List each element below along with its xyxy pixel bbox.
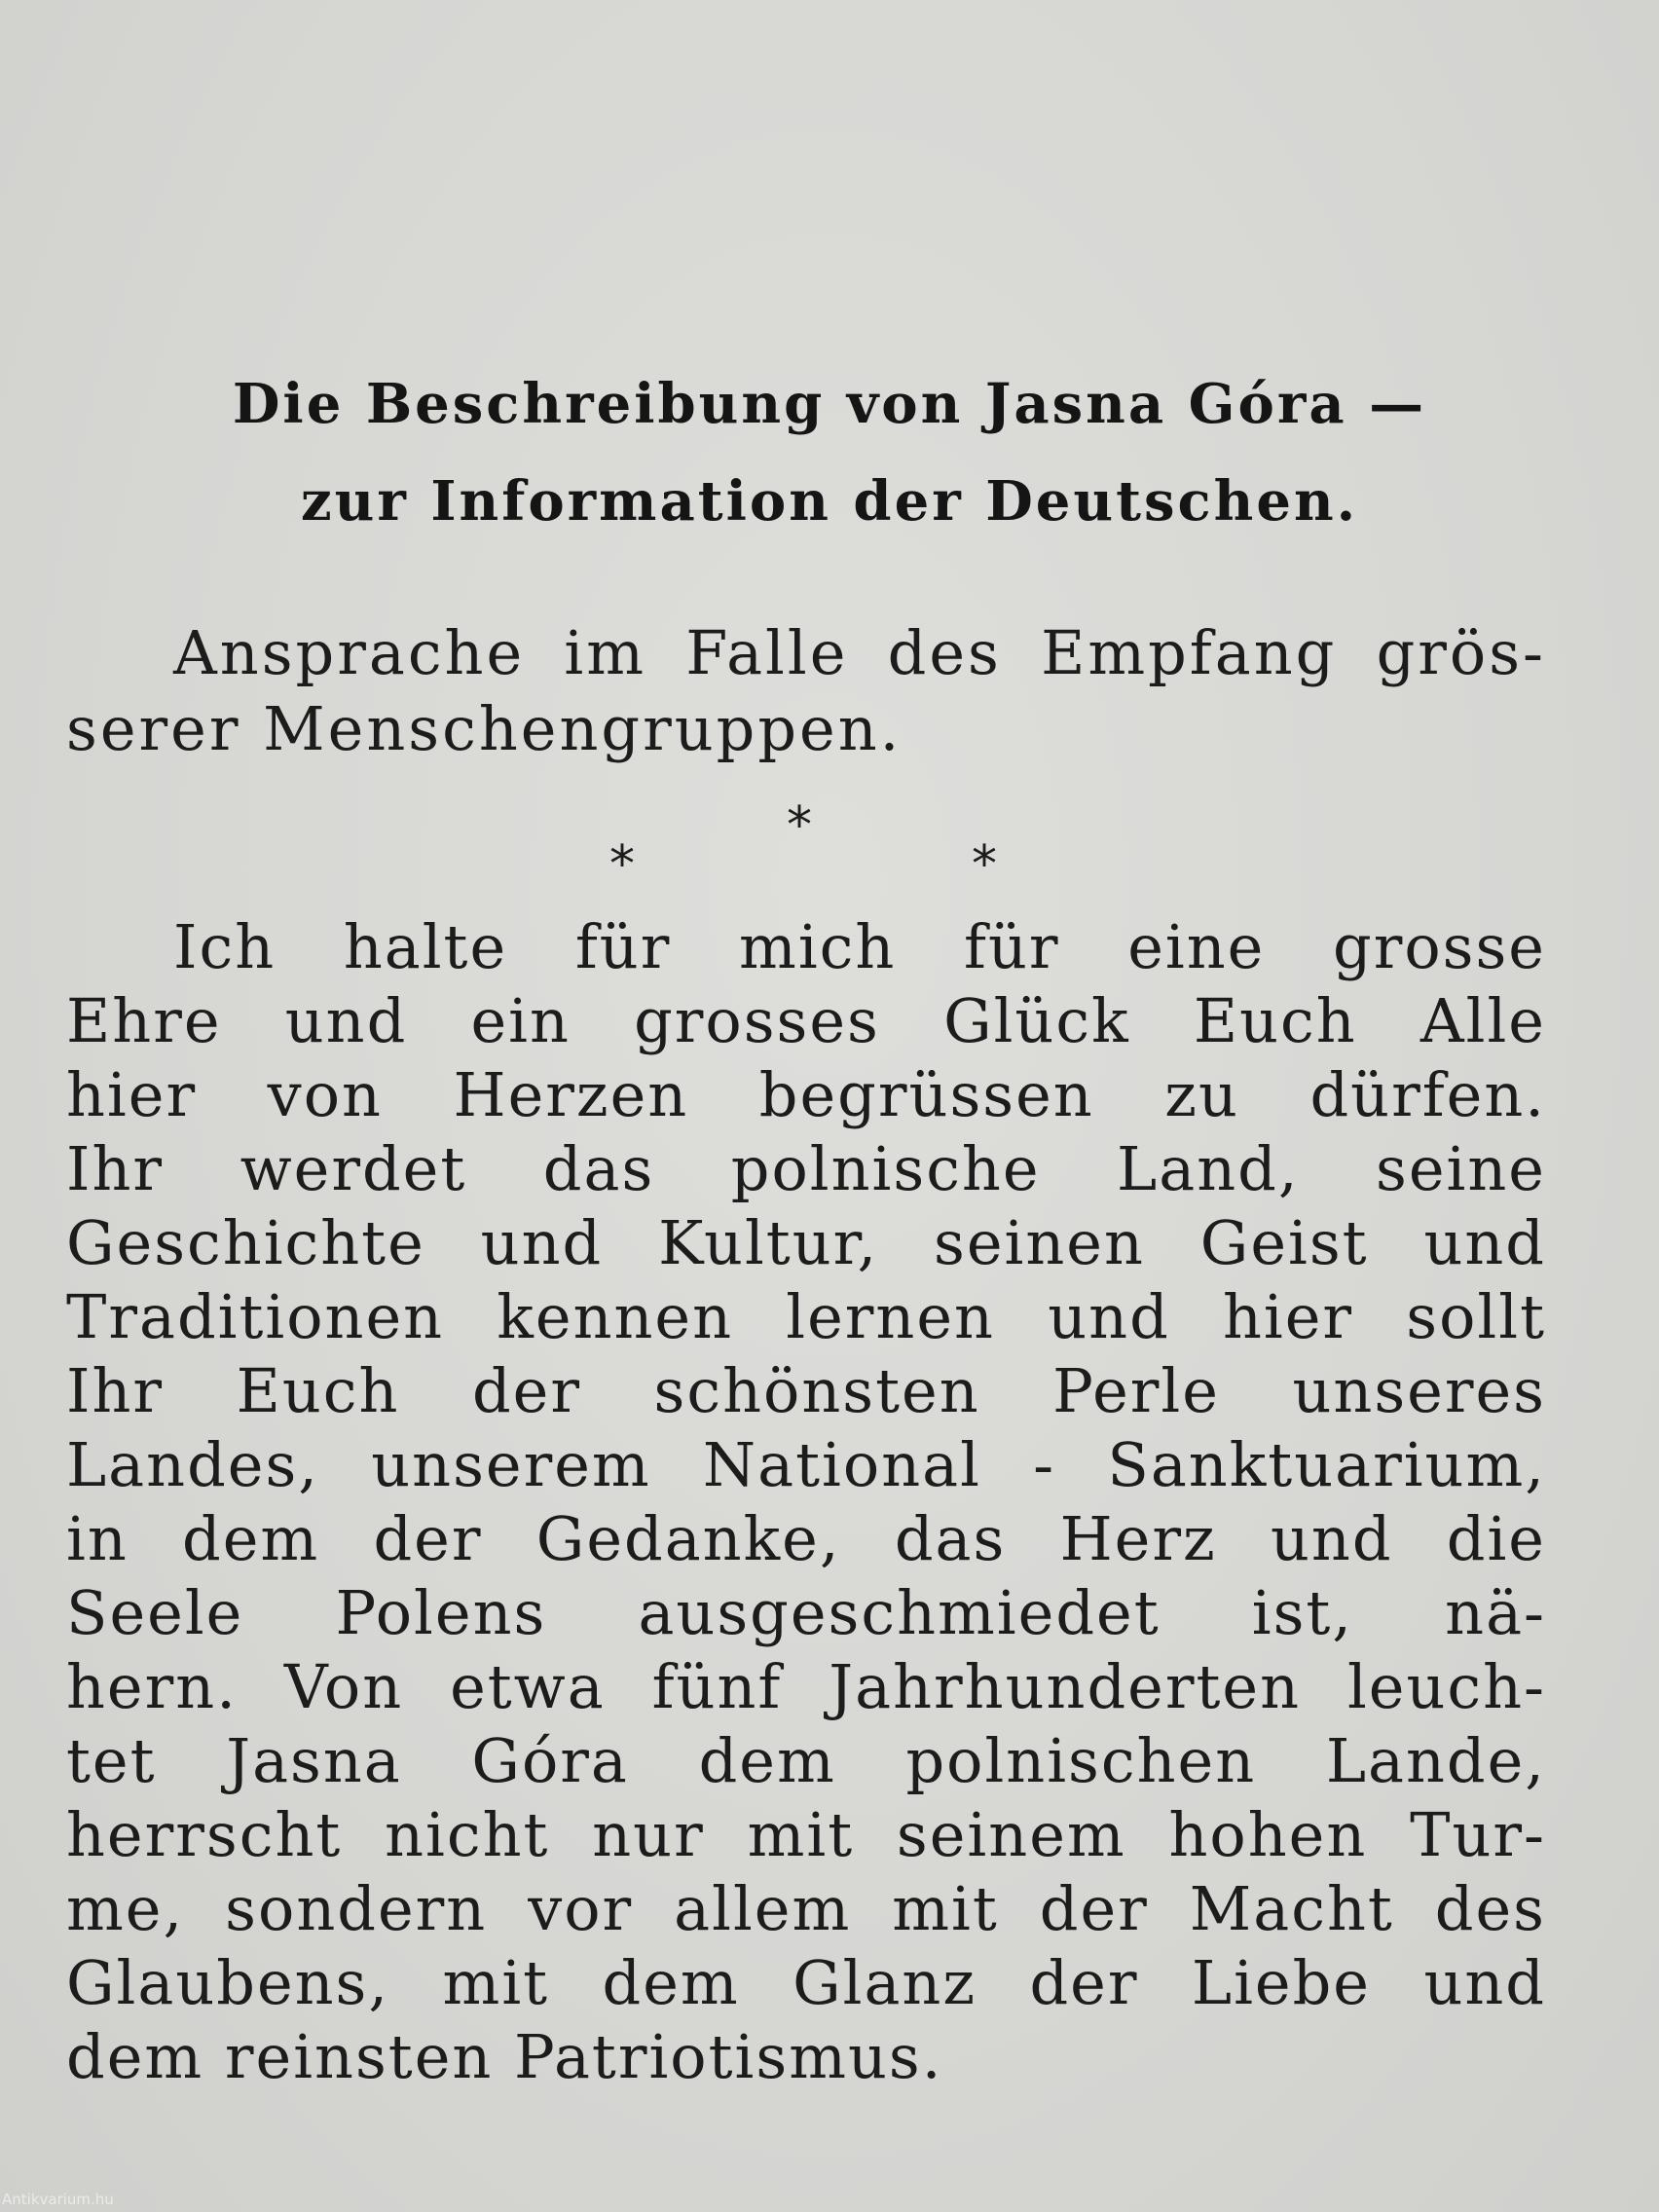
body-line: Ehre und ein grosses Glück Euch Alle <box>66 985 1546 1056</box>
body-line: Glaubens, mit dem Glanz der Liebe und <box>66 1947 1546 2018</box>
heading-line-2: zur Information der Deutschen. <box>300 469 1359 534</box>
intro-line-2: serer Menschengruppen. <box>66 693 903 764</box>
intro-line-1: Ansprache im Falle des Empfang grös- <box>173 617 1546 688</box>
body-line: hier von Herzen begrüssen zu dürfen. <box>66 1059 1546 1130</box>
body-line: tet Jasna Góra dem polnischen Lande, <box>66 1725 1546 1796</box>
body-line: Ihr werdet das polnische Land, seine <box>66 1133 1546 1204</box>
body-line: Ich halte für mich für eine grosse <box>173 911 1546 982</box>
body-line: hern. Von etwa fünf Jahrhunderten leuch- <box>66 1651 1546 1722</box>
body-line: Geschichte und Kultur, seinen Geist und <box>66 1207 1546 1278</box>
separator-star-left: * <box>609 835 635 894</box>
body-line: in dem der Gedanke, das Herz und die <box>66 1503 1546 1574</box>
body-line: Seele Polens ausgeschmiedet ist, nä- <box>66 1577 1546 1648</box>
body-line: Ihr Euch der schönsten Perle unseres <box>66 1355 1546 1426</box>
heading-line-1: Die Beschreibung von Jasna Góra — <box>232 372 1427 436</box>
separator-star-right: * <box>972 835 997 894</box>
body-line: me, sondern vor allem mit der Macht des <box>66 1873 1546 1944</box>
body-line: dem reinsten Patriotismus. <box>66 2021 943 2092</box>
watermark: Antikvarium.hu <box>2 2191 114 2208</box>
body-paragraph <box>66 910 1546 2094</box>
body-line: Landes, unserem National - Sanktuarium, <box>66 1429 1546 1500</box>
separator-star-top: * <box>787 796 812 855</box>
body-line: Traditionen kennen lernen und hier sollt <box>66 1281 1546 1352</box>
body-line: herrscht nicht nur mit seinem hohen Tur- <box>66 1799 1546 1870</box>
